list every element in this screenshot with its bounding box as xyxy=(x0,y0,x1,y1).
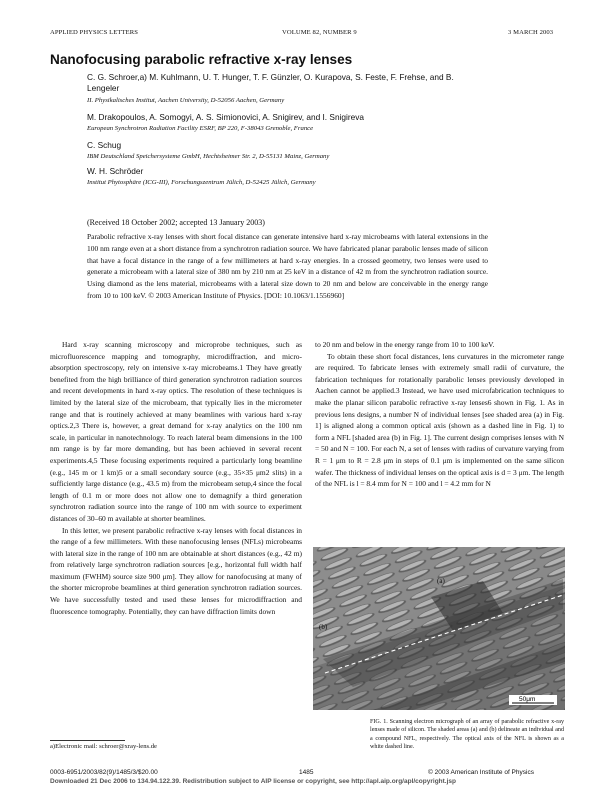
body-right-column xyxy=(315,339,564,490)
affiliation-3: IBM Deutschland Speichersysteme GmbH, Hechtsheimer Str. 2, D-55131 Mainz, Germany xyxy=(87,153,330,160)
sem-micrograph-figure xyxy=(313,547,565,710)
issue-date: 3 MARCH 2003 xyxy=(508,29,554,36)
affiliation-1: II. Physikalisches Institut, Aachen University, D-52056 Aachen, Germany xyxy=(87,97,285,104)
author-group-3: C. Schug xyxy=(87,140,122,150)
download-notice: Downloaded 21 Dec 2006 to 134.94.122.39. Redistribution subject to AIP license or copyright, see http://apl.aip.org/apl/copyright.jsp xyxy=(50,778,456,785)
received-dates: (Received 18 October 2002; accepted 13 January 2003) xyxy=(87,218,265,227)
article-title: Nanofocusing parabolic refractive x-ray lenses xyxy=(50,52,353,67)
abstract: Parabolic refractive x-ray lenses with short focal distance can generate intensive hard x-ray microbeams with lateral extensions in the 100 nm range even at a short distance from a synchrotron radiation source. We have fabricated planar parabolic lenses made of silicon that have a focal distance in the range of a few millimeters at hard x-ray energies. In a crossed geometry, two lenses were used to generate a microbeam with a lateral size of 380 nm by 210 nm at 25 keV in a distance of 42 m from the synchrotron radiation source. Using diamond as the lens material, microbeams with a lateral size down to 20 nm and below are conceivable in the energy range from 10 to 100 keV. © 2003 American Institute of Physics. [DOI: 10.1063/1.1556960] xyxy=(87,232,488,300)
affiliation-2: European Synchrotron Radiation Facility ESRF, BP 220, F-38043 Grenoble, France xyxy=(87,125,314,132)
paragraph: To obtain these short focal distances, lens curvatures in the micrometer range are required. To fabricate lenses with extremely small radii of curvature, the fabrication techniques for rotationally parabolic lenses previously developed in Aachen cannot be applied.3 Instead, we have used microfabrication techniques to make the planar silicon parabolic refractive x-ray lenses6 shown in Fig. 1. As in previous lens designs, a number N of individual lenses [see shaded area (a) in Fig. 1] is aligned along a common optical axis (shown as a dashed line in Fig. 1) to form a NFL [shaded area (b) in Fig. 1]. The current design comprises lenses with N = 50 and N = 100. For each N, a set of lenses with radius of curvature varying from R = 1 μm to R = 2.8 μm in steps of 0.1 μm is implemented on the same silicon wafer. The thickness of individual lenses on the optical axis is d = 3 μm. The length of the NFL is l = 8.4 mm for N = 100 and l = 4.2 mm for N xyxy=(315,351,564,489)
journal-name: APPLIED PHYSICS LETTERS xyxy=(50,29,139,36)
footnote: a)Electronic mail: schroer@xray-lens.de xyxy=(50,743,157,750)
scale-bar-label: 50μm xyxy=(519,696,536,703)
article-code: 0003-6951/2003/82(9)/1485/3/$20.00 xyxy=(50,769,158,776)
paragraph: In this letter, we present parabolic refractive x-ray lenses with focal distances in the range of a few millimeters. With these nanofocusing lenses (NFLs) microbeams with lateral size in the range of 100 nm are obtainable at short distances (e.g., 42 m) from relatively large synchrotron radiation sources [e.g., horizontal full width half maximum (FWHM) source size 900 μm]. They allow for nanofocusing at many of the shorter microprobe beamlines at third generation synchrotron radiation sources. We have successfully tested and used these lenses for microdiffraction and fluorescence tomography. Potentially, they can have diffraction limits down xyxy=(50,525,302,616)
page-number: 1485 xyxy=(299,769,314,776)
paragraph: to 20 nm and below in the energy range from 10 to 100 keV. xyxy=(315,340,495,349)
affiliation-4: Institut Phytosphäre (ICG-III), Forschungszentrum Jülich, D-52425 Jülich, Germany xyxy=(87,179,316,186)
figure-caption: FIG. 1. Scanning electron micrograph of an array of parabolic refractive x-ray lenses made of silicon. The shaded areas (a) and (b) delineate an individual and a compound NFL, respectively. The optical axis of the NFL is shown as a white dashed line. xyxy=(370,719,564,750)
volume-number: VOLUME 82, NUMBER 9 xyxy=(282,29,357,36)
body-left-column xyxy=(50,339,302,617)
figure-label-a: (a) xyxy=(437,577,445,585)
author-group-2: M. Drakopoulos, A. Somogyi, A. S. Simionovici, A. Snigirev, and I. Snigireva xyxy=(87,112,364,122)
copyright-notice: © 2003 American Institute of Physics xyxy=(428,769,534,776)
paragraph: Hard x-ray scanning microscopy and microprobe techniques, such as microfluorescence mapping and tomography, microdiffraction, and micro-absorption spectroscopy, rely on intensive x-ray microbeams.1 They have greatly benefited from the high brilliance of third generation synchrotron radiation sources and recent developments in hard x-ray optics. The resolution of these techniques is limited by the lateral size of the microbeam, that typically lies in the micrometer range and that is routinely achieved at many beamlines with various hard x-ray optics.2,3 There is, however, a great demand for x-ray analytics on the 100 nm scale, in particular in nanotechnology. To reach lateral beam dimensions in the 100 nm range is by far more demanding, but has been achieved in several recent experiments.4,5 These focusing experiments required a particularly long beamline (e.g., 145 m or 1 km)5 or a small secondary source (e.g., 35×35 μm2 slits) in a sufficiently large distance (e.g., 43.5 m) from the microbeam setup,4 since the focal length of 0.1 m or more does not allow one to demagnify a third generation synchrotron radiation source into the range of 100 nm with source to experiment distances of 30–60 m available at shorter beamlines. xyxy=(50,340,302,523)
figure-label-b: (b) xyxy=(319,623,328,631)
footnote-divider xyxy=(50,740,125,741)
author-group-1: C. G. Schroer,a) M. Kuhlmann, U. T. Hunger, T. F. Günzler, O. Kurapova, S. Feste, F. Frehse, and B. Lengeler xyxy=(87,72,454,93)
author-group-4: W. H. Schröder xyxy=(87,166,144,176)
